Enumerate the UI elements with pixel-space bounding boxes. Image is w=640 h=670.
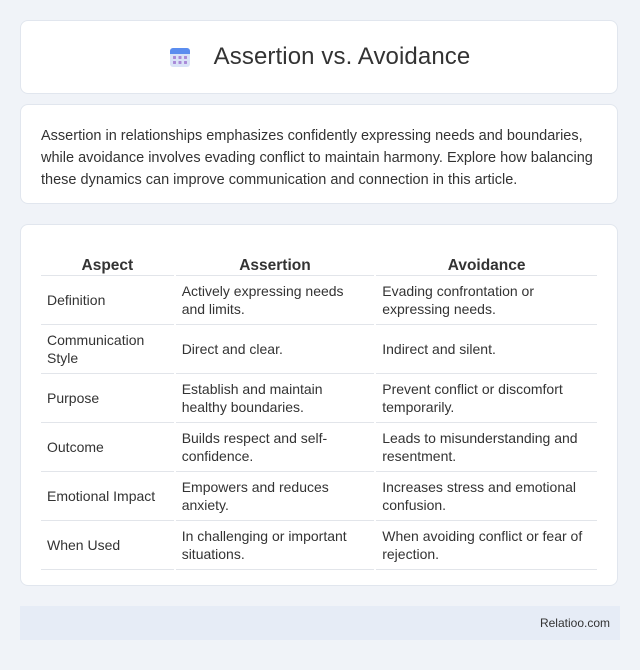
table-cell: In challenging or important situations. [176, 521, 375, 570]
footer [20, 606, 620, 640]
table-row [41, 374, 597, 423]
intro-text: Assertion in relationships emphasizes confidently expressing needs and boundaries, while avoidance involves evading conflict to maintain harmony. Explore how balancing these dynamics can improve communication and connection in this article. [41, 128, 593, 188]
title-card [20, 20, 618, 94]
table-cell: Empowers and reduces anxiety. [176, 472, 375, 521]
column-header: Avoidance [376, 245, 597, 276]
table-cell: Purpose [41, 374, 174, 423]
table-cell: Evading confrontation or expressing needs. [376, 276, 597, 325]
intro-card [20, 104, 618, 204]
table-cell: Establish and maintain healthy boundaries. [176, 374, 375, 423]
table-cell: When avoiding conflict or fear of rejection. [376, 521, 597, 570]
table-cell: Indirect and silent. [376, 325, 597, 374]
table-cell: Emotional Impact [41, 472, 174, 521]
table-cell: Leads to misunderstanding and resentment. [376, 423, 597, 472]
table-cell: Communication Style [41, 325, 174, 374]
table-cell: Increases stress and emotional confusion. [376, 472, 597, 521]
column-header: Assertion [176, 245, 375, 276]
table-row [41, 423, 597, 472]
table-row [41, 325, 597, 374]
table-row [41, 521, 597, 570]
table-row [41, 276, 597, 325]
table-cell: Builds respect and self-confidence. [176, 423, 375, 472]
table-cell: Definition [41, 276, 174, 325]
table-cell: Actively expressing needs and limits. [176, 276, 375, 325]
calendar-icon [168, 45, 192, 69]
table-cell: Direct and clear. [176, 325, 375, 374]
footer-brand-link[interactable]: Relatioo.com [539, 616, 610, 630]
column-header: Aspect [41, 245, 174, 276]
table-cell: Outcome [41, 423, 174, 472]
comparison-card [20, 224, 618, 586]
table-cell: Prevent conflict or discomfort temporarily. [376, 374, 597, 423]
page-title: Assertion vs. Avoidance [213, 43, 471, 70]
table-header-row [41, 245, 597, 276]
table-cell: When Used [41, 521, 174, 570]
table-row [41, 472, 597, 521]
comparison-table [39, 245, 599, 570]
